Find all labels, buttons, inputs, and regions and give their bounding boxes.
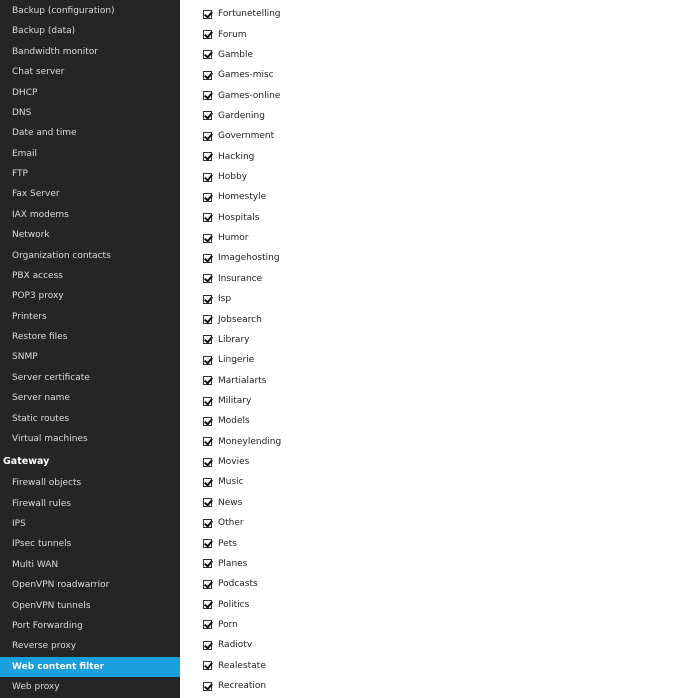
sidebar-section-gateway: Gateway (3, 456, 50, 468)
category-row-podcasts (180, 574, 700, 594)
category-checkbox-realestate[interactable] (203, 661, 212, 670)
category-label: Podcasts (218, 579, 258, 590)
category-checkbox-movies[interactable] (203, 458, 212, 467)
sidebar-item-ipsec-tunnels[interactable]: IPsec tunnels (12, 539, 72, 550)
category-label: Politics (218, 599, 250, 610)
category-row-lingerie (180, 350, 700, 370)
category-row-news (180, 493, 700, 513)
category-label: Hacking (218, 151, 255, 162)
category-label: Gardening (218, 110, 265, 121)
category-checklist (180, 0, 700, 696)
category-checkbox-imagehosting[interactable] (203, 254, 212, 263)
category-row-forum (180, 24, 700, 44)
category-label: Recreation (218, 681, 267, 692)
sidebar-item-iax-modems[interactable]: IAX modems (12, 209, 69, 220)
sidebar-item-network[interactable]: Network (12, 230, 50, 241)
sidebar-item-openvpn-tunnels[interactable]: OpenVPN tunnels (12, 600, 91, 611)
sidebar-item-backup-data[interactable]: Backup (data) (12, 26, 76, 37)
sidebar-item-server-certificate[interactable]: Server certificate (12, 372, 90, 383)
category-row-recreation (180, 676, 700, 696)
category-label: Homestyle (218, 192, 267, 203)
category-label: Imagehosting (218, 253, 280, 264)
category-label: Movies (218, 457, 250, 468)
category-checkbox-gamble[interactable] (203, 50, 212, 59)
category-row-realestate (180, 656, 700, 676)
category-label: Gamble (218, 49, 254, 60)
category-row-radiotv (180, 635, 700, 655)
category-checkbox-military[interactable] (203, 397, 212, 406)
sidebar-menu (0, 1, 180, 697)
category-row-jobsearch (180, 309, 700, 329)
category-checkbox-insurance[interactable] (203, 274, 212, 283)
category-label: Library (218, 334, 250, 345)
category-label: Isp (218, 294, 232, 305)
category-checkbox-politics[interactable] (203, 600, 212, 609)
category-checkbox-martialarts[interactable] (203, 376, 212, 385)
sidebar-item-virtual-machines[interactable]: Virtual machines (12, 433, 88, 444)
sidebar-item-static-routes[interactable]: Static routes (12, 413, 70, 424)
category-label: Hospitals (218, 212, 260, 223)
category-checkbox-jobsearch[interactable] (203, 315, 212, 324)
category-checkbox-porn[interactable] (203, 620, 212, 629)
category-row-hospitals (180, 208, 700, 228)
sidebar-item-firewall-objects[interactable]: Firewall objects (12, 478, 82, 489)
category-label: Porn (218, 619, 238, 630)
category-row-music (180, 472, 700, 492)
category-checkbox-hacking[interactable] (203, 152, 212, 161)
category-label: Government (218, 131, 275, 142)
sidebar-item-openvpn-roadwarrior[interactable]: OpenVPN roadwarrior (12, 580, 110, 591)
sidebar-item-backup-configuration[interactable]: Backup (configuration) (12, 6, 115, 16)
category-checkbox-planes[interactable] (203, 559, 212, 568)
category-label: Jobsearch (218, 314, 262, 325)
category-row-models (180, 411, 700, 431)
category-checkbox-radiotv[interactable] (203, 641, 212, 650)
category-row-library (180, 330, 700, 350)
category-row-hobby (180, 167, 700, 187)
category-row-planes (180, 554, 700, 574)
category-row-martialarts (180, 370, 700, 390)
category-checkbox-library[interactable] (203, 335, 212, 344)
category-checkbox-other[interactable] (203, 519, 212, 528)
sidebar-item-dns[interactable]: DNS (12, 107, 32, 118)
category-checkbox-models[interactable] (203, 417, 212, 426)
category-row-government (180, 126, 700, 146)
category-label: Models (218, 416, 250, 427)
sidebar-item-reverse-proxy[interactable]: Reverse proxy (12, 641, 77, 652)
category-row-games-misc (180, 65, 700, 85)
category-label: Realestate (218, 660, 266, 671)
category-label: Planes (218, 558, 248, 569)
sidebar-item-pbx-access[interactable]: PBX access (12, 270, 63, 281)
category-row-pets (180, 533, 700, 553)
category-label: Hobby (218, 172, 248, 183)
category-checkbox-hospitals[interactable] (203, 213, 212, 222)
category-row-isp (180, 289, 700, 309)
category-label: Moneylending (218, 436, 282, 447)
category-checkbox-music[interactable] (203, 478, 212, 487)
category-checkbox-games-online[interactable] (203, 91, 212, 100)
category-row-hacking (180, 147, 700, 167)
category-row-gamble (180, 45, 700, 65)
category-checkbox-games-misc[interactable] (203, 71, 212, 80)
category-checkbox-government[interactable] (203, 132, 212, 141)
category-label: Pets (218, 538, 237, 549)
sidebar-item-bandwidth-monitor[interactable]: Bandwidth monitor (12, 46, 98, 57)
sidebar-item-snmp[interactable]: SNMP (12, 352, 38, 363)
sidebar-item-web-proxy[interactable]: Web proxy (12, 682, 60, 692)
category-label: Military (218, 396, 252, 406)
category-row-insurance (180, 269, 700, 289)
category-checkbox-homestyle[interactable] (203, 193, 212, 202)
category-row-homestyle (180, 187, 700, 207)
category-label: Forum (218, 29, 247, 40)
sidebar-item-organization-contacts[interactable]: Organization contacts (12, 250, 111, 261)
sidebar-item-multi-wan[interactable]: Multi WAN (12, 559, 59, 570)
category-row-humor (180, 228, 700, 248)
sidebar-item-ips[interactable]: IPS (12, 519, 26, 529)
sidebar-item-ftp[interactable]: FTP (12, 169, 28, 179)
category-row-games-online (180, 85, 700, 105)
category-checkbox-isp[interactable] (203, 295, 212, 304)
category-row-moneylending (180, 432, 700, 452)
category-checkbox-humor[interactable] (203, 234, 212, 243)
category-label: Games-misc (218, 70, 274, 81)
sidebar-item-server-name[interactable]: Server name (12, 393, 70, 404)
category-label: Humor (218, 233, 249, 244)
sidebar-item-pop3-proxy[interactable]: POP3 proxy (12, 291, 64, 302)
category-label: News (218, 497, 243, 508)
category-label: Games-online (218, 90, 281, 101)
category-label: Martialarts (218, 375, 267, 386)
sidebar (0, 0, 180, 698)
category-row-imagehosting (180, 248, 700, 268)
sidebar-item-restore-files[interactable]: Restore files (12, 332, 68, 342)
category-row-gardening (180, 106, 700, 126)
category-checkbox-moneylending[interactable] (203, 437, 212, 446)
sidebar-item-web-content-filter[interactable]: Web content filter (0, 657, 180, 677)
category-row-other (180, 513, 700, 533)
category-checkbox-hobby[interactable] (203, 173, 212, 182)
category-checkbox-gardening[interactable] (203, 111, 212, 120)
category-row-politics (180, 594, 700, 614)
sidebar-item-printers[interactable]: Printers (12, 311, 47, 322)
category-checkbox-pets[interactable] (203, 539, 212, 548)
sidebar-item-chat-server[interactable]: Chat server (12, 67, 65, 78)
category-label: Insurance (218, 273, 263, 284)
sidebar-item-fax-server[interactable]: Fax Server (12, 189, 60, 200)
category-label: Music (218, 477, 244, 488)
sidebar-item-port-forwarding[interactable]: Port Forwarding (12, 620, 83, 631)
category-label: Fortunetelling (218, 9, 281, 20)
category-label: Other (218, 518, 244, 529)
category-label: Radiotv (218, 640, 253, 651)
category-checkbox-recreation[interactable] (203, 682, 212, 691)
category-checkbox-podcasts[interactable] (203, 580, 212, 589)
category-checkbox-forum[interactable] (203, 30, 212, 39)
category-row-porn (180, 615, 700, 635)
main-content (180, 0, 700, 698)
category-checkbox-fortunetelling[interactable] (203, 10, 212, 19)
category-checkbox-news[interactable] (203, 498, 212, 507)
category-checkbox-lingerie[interactable] (203, 356, 212, 365)
sidebar-item-firewall-rules[interactable]: Firewall rules (12, 498, 71, 509)
sidebar-item-email[interactable]: Email (12, 148, 37, 159)
sidebar-item-date-and-time[interactable]: Date and time (12, 128, 77, 139)
category-row-movies (180, 452, 700, 472)
category-label: Lingerie (218, 355, 255, 366)
category-row-military (180, 391, 700, 411)
sidebar-item-dhcp[interactable]: DHCP (12, 87, 38, 98)
category-row-fortunetelling (180, 4, 700, 24)
